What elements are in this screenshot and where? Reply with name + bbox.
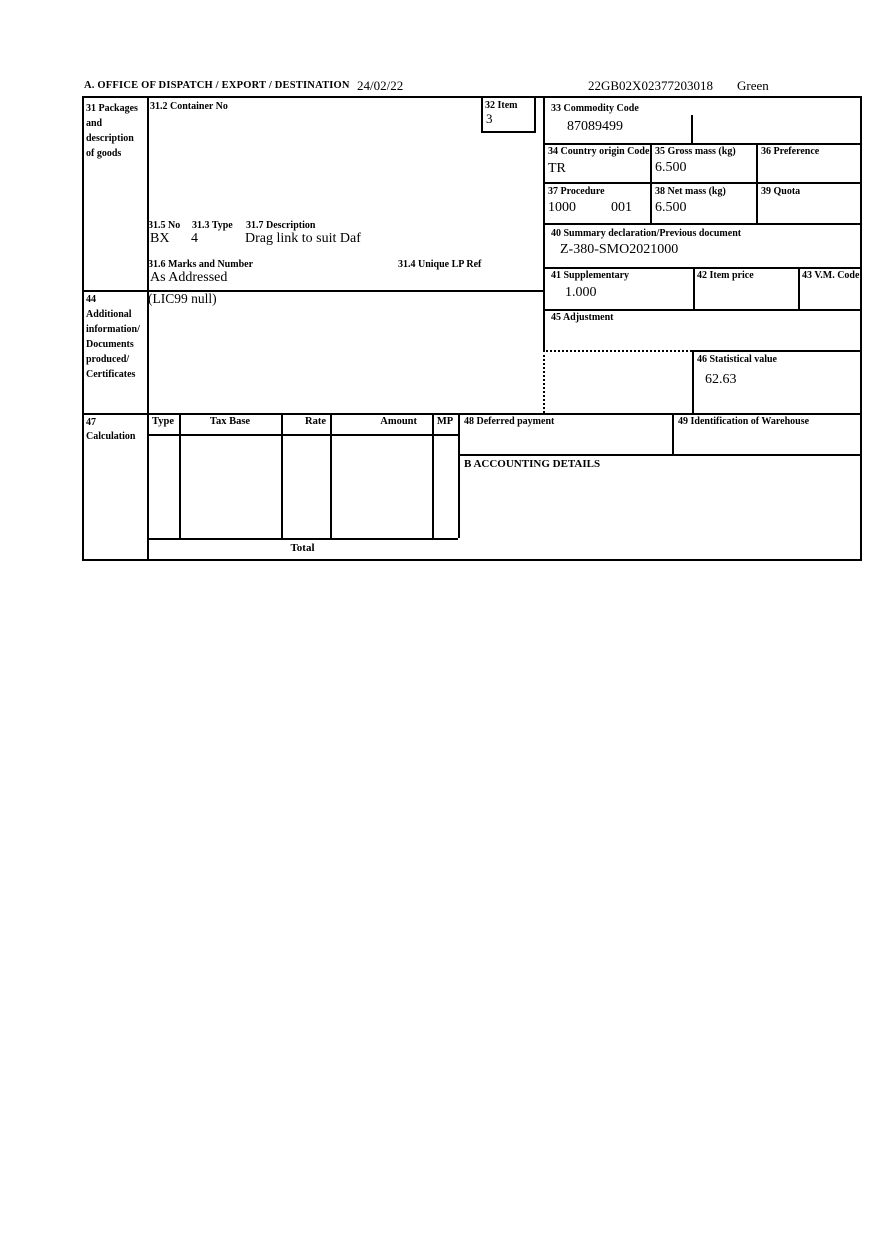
net-mass-label: 38 Net mass (kg) [655,186,726,197]
dotted-divider-horizontal [543,350,692,352]
supplementary-value: 1.000 [565,285,597,300]
additional-info-value: (LIC99 null) [148,291,217,306]
package-no-label: 31.5 No [148,220,181,231]
calc-table-bottom [147,538,458,540]
item-number-label: 32 Item [485,100,518,111]
item-price-label: 42 Item price [697,270,754,281]
divider-34-37 [543,182,860,184]
commodity-code-field-separator [691,115,693,143]
previous-document-label: 40 Summary declaration/Previous document [551,228,742,239]
divider-48-accounting [458,454,860,456]
previous-document-value: Z-380-SMO2021000 [560,242,679,257]
divider-34-35 [650,143,652,223]
divider-46-left [692,350,694,413]
calc-col-type: Type [152,416,174,427]
commodity-code-label: 33 Commodity Code [551,103,639,114]
calc-col-divider-1 [179,413,181,538]
dotted-divider-vertical [543,350,545,413]
quota-label: 39 Quota [761,186,801,197]
box31-packages-label: 31 Packages and description of goods [86,103,138,159]
commodity-code-value: 87089499 [567,119,623,134]
divider-41-45 [543,309,860,311]
deferred-payment-label: 48 Deferred payment [464,416,555,427]
adjustment-label: 45 Adjustment [551,312,614,323]
warehouse-id-label: 49 Identification of Warehouse [678,416,810,427]
divider-label-column [147,98,149,559]
divider-41-42 [693,267,695,309]
divider-40-41 [543,267,860,269]
divider-42-43 [798,267,800,309]
statistical-value-label: 46 Statistical value [697,354,777,365]
declaration-date: 24/02/22 [357,78,404,93]
calc-col-divider-5 [458,413,460,538]
container-no-label: 31.2 Container No [150,101,228,112]
movement-reference-number: 22GB02X02377203018 [588,78,713,93]
gross-mass-value: 6.500 [655,160,687,175]
procedure-value-2: 001 [611,200,632,215]
description-label: 31.7 Description [246,220,316,231]
item-number-box [481,96,536,133]
additional-info-label: 44 Additional information/ Documents produced/ Certificates [86,294,140,380]
calc-col-mp: MP [436,416,454,427]
country-origin-label: 34 Country origin Code [548,146,650,157]
package-no-value: BX [150,231,170,246]
calc-col-rate: Rate [305,416,326,427]
country-origin-value: TR [548,161,566,176]
divider-48-49 [672,413,674,454]
calc-total-label: Total [290,542,315,554]
calc-header-bottom [147,434,458,436]
office-of-dispatch-label: A. OFFICE OF DISPATCH / EXPORT / DESTINATION [84,80,350,91]
unique-lp-ref-label: 31.4 Unique LP Ref [398,259,482,270]
calc-col-tax-base: Tax Base [209,416,251,427]
divider-33-bottom [543,143,860,145]
divider-35-36 [756,143,758,223]
preference-label: 36 Preference [761,146,820,157]
sad-form-grid [82,96,862,561]
calc-col-divider-2 [281,413,283,538]
supplementary-label: 41 Supplementary [551,270,630,281]
divider-44-47 [84,413,860,415]
marks-number-value: As Addressed [150,270,228,285]
calc-col-divider-3 [330,413,332,538]
item-number-value: 3 [486,111,493,126]
divider-37-40 [543,223,860,225]
calculation-label: 47 Calculation [86,417,136,442]
statistical-value: 62.63 [705,372,737,387]
calc-col-divider-4 [432,413,434,538]
routing-status: Green [737,78,769,93]
gross-mass-label: 35 Gross mass (kg) [655,146,736,157]
procedure-label: 37 Procedure [548,186,605,197]
procedure-value-1: 1000 [548,200,576,215]
net-mass-value: 6.500 [655,200,687,215]
vm-code-label: 43 V.M. Code [802,270,860,281]
package-type-value: 4 [191,231,198,246]
accounting-details-label: B ACCOUNTING DETAILS [464,458,601,470]
marks-number-label: 31.6 Marks and Number [148,259,254,270]
calc-col-amount: Amount [380,416,417,427]
description-value: Drag link to suit Daf [245,231,361,246]
package-type-label: 31.3 Type [192,220,233,231]
divider-46-top [692,350,860,352]
